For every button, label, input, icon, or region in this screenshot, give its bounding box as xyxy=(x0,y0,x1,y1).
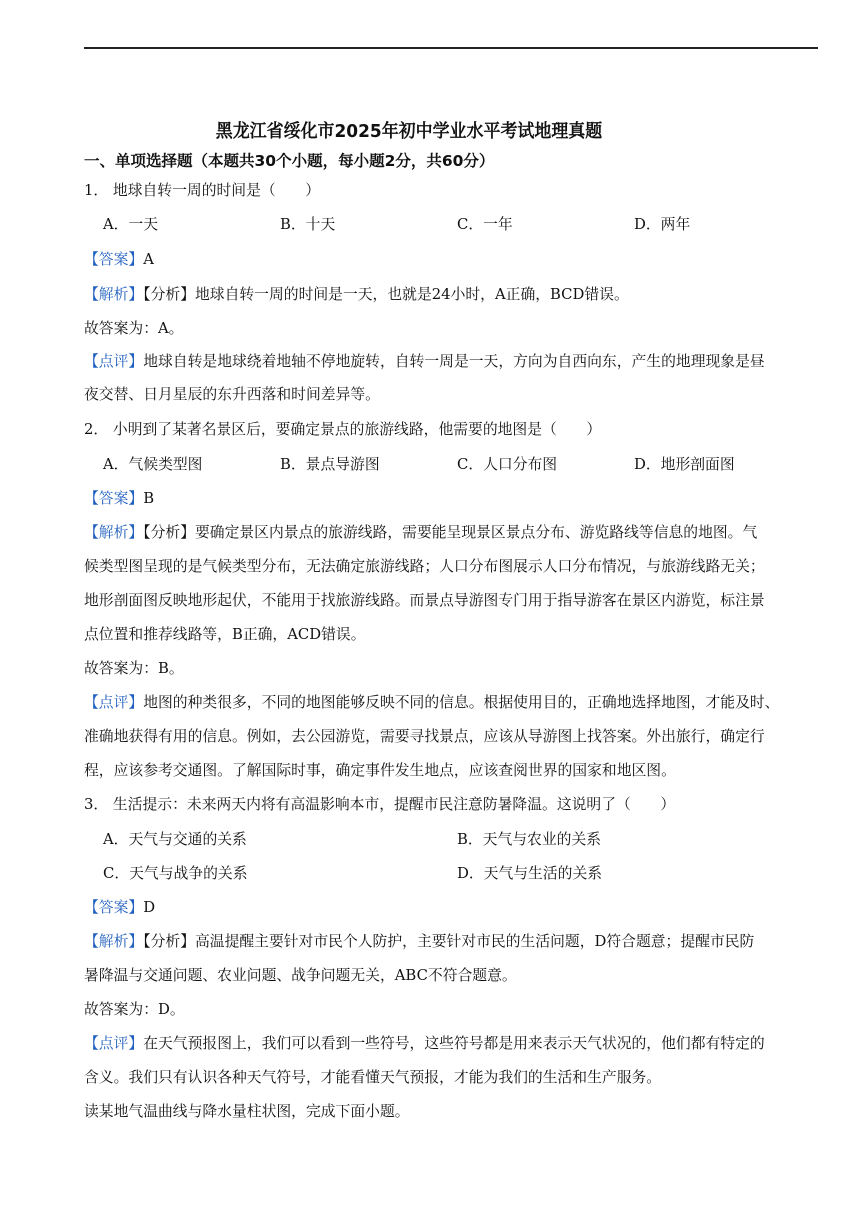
q2-option-d: D．地形剖面图 xyxy=(634,456,735,473)
q1-comment-line-2: 夜交替、日月星辰的东升西落和时间差异等。 xyxy=(84,386,380,403)
q2-option-c: C．人口分布图 xyxy=(457,456,558,473)
q3-answer xyxy=(84,898,155,918)
q1-comment-line-1: 地球自转是地球绕着地轴不停地旋转，自转一周是一天，方向为自西向东，产生的地理现象是昼 xyxy=(143,353,765,370)
q1-answer-value: A xyxy=(143,251,154,268)
q3-option-d: D．天气与生活的关系 xyxy=(457,865,603,882)
comment-tag: 【点评】 xyxy=(84,1035,144,1052)
q1-option-a: A．一天 xyxy=(103,216,159,233)
q3-conclusion: 故答案为：D。 xyxy=(84,1001,185,1018)
q2-comment-line-3: 程，应该参考交通图。了解国际时事，确定事件发生地点，应该查阅世界的国家和地区图。 xyxy=(84,762,676,779)
q2-answer-value: B xyxy=(143,490,155,507)
q3-analysis xyxy=(84,932,754,952)
question-3-stem: 3． 生活提示：未来两天内将有高温影响本市，提醒市民注意防暑降温。这说明了（ ） xyxy=(84,796,676,813)
q1-analysis xyxy=(84,285,629,305)
section-heading: 一、单项选择题（本题共30个小题，每小题2分，共60分） xyxy=(84,152,495,170)
q2-option-b: B．景点导游图 xyxy=(280,456,380,473)
q2-conclusion: 故答案为：B。 xyxy=(84,660,184,677)
answer-tag: 【答案】 xyxy=(84,251,144,268)
q1-option-c: C．一年 xyxy=(457,216,513,233)
comment-tag: 【点评】 xyxy=(84,694,144,711)
q3-option-b: B．天气与农业的关系 xyxy=(457,831,602,848)
analysis-tag: 【解析】 xyxy=(84,524,144,541)
q2-comment-line-1: 地图的种类很多，不同的地图能够反映不同的信息。根据使用目的，正确地选择地图，才能及时、 xyxy=(143,694,780,711)
passage-intro: 读某地气温曲线与降水量柱状图，完成下面小题。 xyxy=(84,1103,410,1120)
q2-comment xyxy=(84,693,779,713)
analysis-tag: 【解析】 xyxy=(84,933,144,950)
question-2-stem: 2． 小明到了某著名景区后，要确定景点的旅游线路，他需要的地图是（ ） xyxy=(84,421,602,438)
q3-analysis-line-2: 暑降温与交通问题、农业问题、战争问题无关，ABC不符合题意。 xyxy=(84,967,517,984)
q3-analysis-line-1: 【分析】高温提醒主要针对市民个人防护，主要针对市民的生活问题，D符合题意；提醒市民防 xyxy=(143,933,755,950)
answer-tag: 【答案】 xyxy=(84,899,144,916)
q2-analysis xyxy=(84,523,757,543)
comment-tag: 【点评】 xyxy=(84,353,144,370)
q2-analysis-line-2: 候类型图呈现的是气候类型分布，无法确定旅游线路；人口分布图展示人口分布情况，与旅游线路无关； xyxy=(84,558,765,575)
page-title: 黑龙江省绥化市2025年初中学业水平考试地理真题 xyxy=(215,121,603,142)
q2-analysis-line-3: 地形剖面图反映地形起伏，不能用于找旅游线路。而景点导游图专门用于指导游客在景区内游览，标注景 xyxy=(84,592,765,609)
header-rule xyxy=(84,47,818,49)
q1-option-d: D．两年 xyxy=(634,216,691,233)
q3-comment-line-1: 在天气预报图上，我们可以看到一些符号，这些符号都是用来表示天气状况的，他们都有特定的 xyxy=(143,1035,765,1052)
q2-analysis-line-4: 点位置和推荐线路等，B正确，ACD错误。 xyxy=(84,626,366,643)
q1-analysis-text: 【分析】地球自转一周的时间是一天，也就是24小时，A正确，BCD错误。 xyxy=(143,286,629,303)
q3-option-c: C．天气与战争的关系 xyxy=(103,865,248,882)
q3-comment-line-2: 含义。我们只有认识各种天气符号，才能看懂天气预报，才能为我们的生活和生产服务。 xyxy=(84,1069,662,1086)
q2-analysis-line-1: 【分析】要确定景区内景点的旅游线路，需要能呈现景区景点分布、游览路线等信息的地图。气 xyxy=(143,524,758,541)
q3-option-a: A．天气与交通的关系 xyxy=(103,831,247,848)
analysis-tag: 【解析】 xyxy=(84,286,144,303)
q1-comment xyxy=(84,352,765,372)
question-1-stem: 1． 地球自转一周的时间是（ ） xyxy=(84,182,321,199)
q2-answer xyxy=(84,489,154,509)
q1-option-b: B．十天 xyxy=(280,216,336,233)
q1-conclusion: 故答案为：A。 xyxy=(84,320,184,337)
q3-comment xyxy=(84,1034,765,1054)
answer-tag: 【答案】 xyxy=(84,490,144,507)
q3-answer-value: D xyxy=(143,899,156,916)
q2-comment-line-2: 准确地获得有用的信息。例如，去公园游览，需要寻找景点，应该从导游图上找答案。外出旅行，确定行 xyxy=(84,728,765,745)
q1-answer xyxy=(84,250,154,270)
q2-option-a: A．气候类型图 xyxy=(103,456,203,473)
